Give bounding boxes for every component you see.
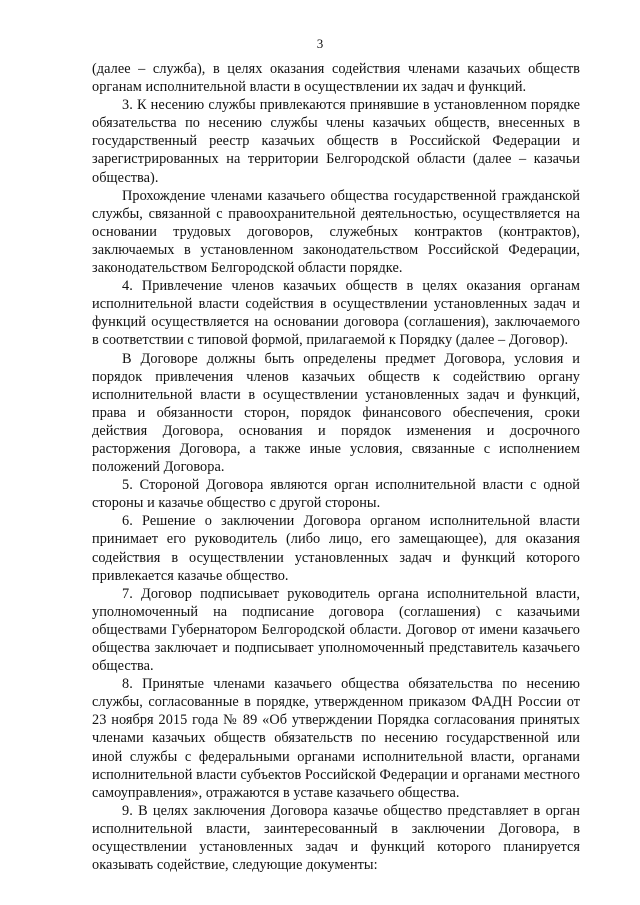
paragraph-item-6: 6. Решение о заключении Договора органом исполнительной власти принимает его руководитель (либо лицо, его замещающее), для оказания содействия в осуществлении установленных задач и функций которого привлекается казачье общество. (92, 513, 580, 584)
document-body (92, 60, 580, 874)
paragraph-item-3: 3. К несению службы привлекаются принявшие в установленном порядке обязательства по несению службы члены казачьих обществ, внесенных в государственный реестр казачьих обществ в Российской Федерации и зарегистрированных на территории Белгородской области (далее – казачьи общества). (92, 97, 580, 186)
paragraph-contract-terms: В Договоре должны быть определены предмет Договора, условия и порядок привлечения членов казачьих обществ к содействию органу исполнительной власти в осуществлении установленных задач и функций, права и обязанности сторон, порядок финансового обеспечения, сроки действия Договора, основания и порядок изменения и досрочного расторжения Договора, а также иные условия, связанные с исполнением положений Договора. (92, 350, 580, 476)
paragraph-civil-service: Прохождение членами казачьего общества государственной гражданской службы, связанной с правоохранительной деятельностью, осуществляется на основании трудовых договоров, служебных контрактов (контрактов), заключаемых в установленном законодательством Российской Федерации, законодательством Белгородской области порядке. (92, 187, 580, 277)
paragraph-item-9: 9. В целях заключения Договора казачье общество представляет в орган исполнительной власти, заинтересованный в заключении Договора, в осуществлении установленных задач и функций которого планируется оказывать содействие, следующие документы: (92, 802, 580, 874)
paragraph-item-8: 8. Принятые членами казачьего общества обязательства по несению службы, согласованные в порядке, утвержденном приказом ФАДН России от 23 ноября 2015 года № 89 «Об утверждении Порядка согласования принятых членами казачьих обществ обязательств по несению государственной или иной службы с федеральными органами исполнительной власти, органами исполнительной власти субъектов Российской Федерации и органами местного самоуправления», отражаются в уставе казачьего общества. (92, 676, 580, 801)
paragraph-item-7: 7. Договор подписывает руководитель органа исполнительной власти, уполномоченный на подписание договора (соглашения) с казачьими обществами Губернатором Белгородской области. Договор от имени казачьего общества заключает и подписывает уполномоченный представитель казачьего общества. (92, 585, 580, 675)
page-number: 3 (316, 36, 324, 51)
paragraph-item-4: 4. Привлечение членов казачьих обществ в целях оказания органам исполнительной власти содействия в осуществлении установленных задач и функций осуществляется на основании договора (соглашения), заключаемого в соответствии с типовой формой, прилагаемой к Порядку (далее – Договор). (92, 278, 580, 349)
paragraph-item-5: 5. Стороной Договора являются орган исполнительной власти с одной стороны и казачье общество с другой стороны. (92, 477, 580, 512)
paragraph-continuation: (далее – служба), в целях оказания содействия членами казачьих обществ органам исполнительной власти в осуществлении их задач и функций. (92, 61, 580, 96)
